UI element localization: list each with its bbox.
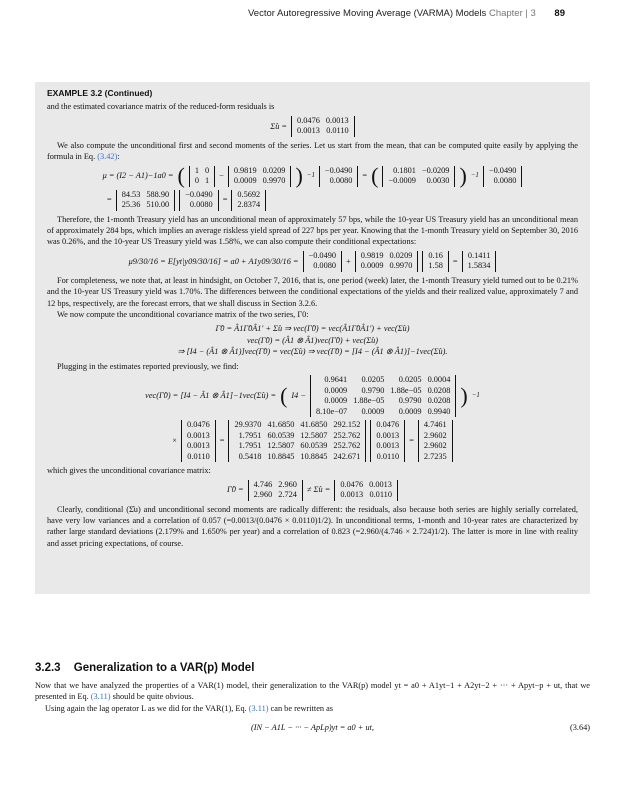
matrix-sigma-u-repeat: 0.0476 0.0013 0.0013 0.0110 bbox=[334, 480, 398, 501]
matrix-kronecker: 0.9641 0.0205 0.0205 0.0004 0.0009 0.9790 1.88e−05 0.0208 0.0009 1.88e−05 0.9790 0.0208 8.10e−07 0.0009 0.0009 0.9940 bbox=[310, 375, 456, 417]
vector-a0-repeat: −0.0490 0.0080 bbox=[483, 166, 523, 187]
matrix-a1: 0.9819 0.0209 0.0009 0.9970 bbox=[228, 166, 292, 187]
section-heading bbox=[35, 662, 254, 674]
equation-link[interactable]: (3.11) bbox=[248, 703, 269, 713]
page-number: 89 bbox=[554, 8, 565, 19]
vector-conditional-mean: 0.1411 1.5834 bbox=[462, 251, 497, 272]
equation-gamma0: Γ̂0 = 4.746 2.960 2.960 2.724 ≠ Σ̂u = 0.0476 0.0013 0.0013 0.0110 bbox=[47, 480, 578, 501]
matrix-inverse-4x4: 29.9370 41.6850 41.6850 292.152 1.7951 60.0539 12.5807 252.762 1.7951 12.5807 60.0539 252.762 0.5418 10.8845 10.8845 242.671 bbox=[228, 420, 366, 462]
equation-mu: μ = (I2 − A1)−1a0 = ( 1 0 0 1 − 0.9819 0.0209 0.0009 0.9970 ) −1 −0.0490 0.0080 = ( 0.1801 −0.0209 −0.0009 0.0030 ) −1 −0.0490 0.0080 bbox=[47, 166, 578, 187]
example-paragraph: We now compute the unconditional covariance matrix of the two series, Γ0: bbox=[57, 310, 309, 320]
matrix-identity: 1 0 0 1 bbox=[189, 166, 215, 187]
example-paragraph: and the estimated covariance matrix of the reduced-form residuals is bbox=[47, 102, 275, 112]
matrix-gamma0: 4.746 2.960 2.960 2.724 bbox=[248, 480, 303, 501]
matrix-a1-cond: 0.9819 0.0209 0.0009 0.9970 bbox=[355, 251, 419, 272]
equation-mu-result: = 84.53 588.90 25.36 510.00 −0.0490 0.0080 = 0.5692 2.8374 bbox=[47, 190, 578, 211]
vector-mu: 0.5692 2.8374 bbox=[231, 190, 266, 211]
equation-number: (3.64) bbox=[569, 723, 590, 733]
example-title: EXAMPLE 3.2 (Continued) bbox=[47, 88, 153, 98]
equation-gamma-derivation: Γ̂0 = Â1Γ̂0Â1′ + Σ̂u ⇒ vec(Γ̂0) = vec(Â1Γ̂0Â1′) + vec(Σ̂u) vec(Γ̂0) = (Â1 ⊗ Â1)vec(Γ̂0) + vec(Σ̂u) ⇒ [I4 − (Â1 ⊗ Â1)]vec(Γ̂0) = vec(Σ̂u) ⇒ vec(Γ̂0) = [I4 − (Â1 ⊗ Â1)]−1vec(Σ̂u). bbox=[177, 324, 448, 357]
example-paragraph: Therefore, the 1-month Treasury yield has an unconditional mean of approximately 57 bps, while the 10-year US Treasury yield has an unconditional mean of approximately 284 bps, which implies an average riskless yield spread of 227 bps per year. Knowing that the 1-month Treasury yield on September 30, 2016 was 0.26%, and the 10-year US Treasury yield was 1.58%, we can also compute their conditional expectations: bbox=[47, 214, 578, 247]
body-paragraph: Using again the lag operator L as we did for the VAR(1), Eq. (3.11) can be rewritten as bbox=[45, 703, 334, 713]
running-header bbox=[248, 8, 565, 19]
header-chapter: Chapter | 3 bbox=[488, 8, 536, 19]
example-paragraph: which gives the unconditional covariance matrix: bbox=[47, 466, 211, 476]
example-paragraph: Plugging in the estimates reported previously, we find: bbox=[57, 361, 239, 371]
vector-vec-gamma: 4.7461 2.9602 2.9602 2.7235 bbox=[418, 420, 453, 462]
vector-a0-cond: −0.0490 0.0080 bbox=[303, 251, 343, 272]
equation-sigma-u: Σ̂u = 0.0476 0.0013 0.0013 0.0110 bbox=[47, 116, 578, 137]
example-paragraph: For completeness, we note that, at least in hindsight, on October 7, 2016, that is, one period (week) later, the 1-month Treasury yield turned out to be 0.21% and the 10-year US Treasury yield was 1.70%. The differences between the conditional expectations of the yields and their realized value, approximately 7 and 12 bps, respectively, are the forecast errors, that we shall discuss in Section 3.2.6. bbox=[47, 275, 578, 308]
example-paragraph: We also compute the unconditional first and second moments of the series. Let us start from the mean, that can be computed quite easily by applying the formula in Eq. (3.42): bbox=[47, 140, 578, 162]
section-title: Generalization to a VAR(p) Model bbox=[73, 662, 255, 674]
equation-vec-gamma: vec(Γ̂0) = [I4 − Â1 ⊗ Â1]−1vec(Σ̂u) = ( I4 − 0.9641 0.0205 0.0205 0.0004 0.0009 0.9790 1.88e−05 0.0208 0.0009 1.88e−05 0.9790 0.0208 8.10e−07 0.0009 0.0009 0.9940 ) −1 bbox=[145, 375, 480, 416]
example-paragraph: Clearly, conditional (Σ̂u) and unconditional second moments are radically different: the residuals, also because both series are highly serially correlated, have very low variances and a correlation of 0.057 (=0.0013/(0.0476 × 0.0110)1/2). In unconditional terms, 1-month and 10-year rates are characterized by rather large standard deviations (2.179% and 1.650% per year) and a correlation of 0.823 (=2.960/(4.746 × 2.724)1/2). The latter is more in line with reality and asset pricing expectations, of course. bbox=[47, 504, 578, 548]
equation-link[interactable]: (3.11) bbox=[90, 692, 111, 702]
vector-a0-repeat2: −0.0490 0.0080 bbox=[179, 190, 219, 211]
example-box bbox=[35, 82, 590, 594]
equation-vec-gamma-result: × 0.0476 0.0013 0.0013 0.0110 = 29.9370 41.6850 41.6850 292.152 1.7951 60.0539 12.5807 252.762 1.7951 12.5807 60.0539 252.762 0.5418 10.8845 10.8845 242.671 0.0476 0.0013 0.0013 0.0110 = 4.7461 2.9602 2.9602 2.7235 bbox=[47, 420, 578, 462]
section-body bbox=[35, 680, 590, 734]
vector-y-observed: 0.16 1.58 bbox=[422, 251, 449, 272]
vector-a0: −0.0490 0.0080 bbox=[319, 166, 359, 187]
matrix-inverse: 84.53 588.90 25.36 510.00 bbox=[116, 190, 176, 211]
vector-vec-sigma-repeat: 0.0476 0.0013 0.0013 0.0110 bbox=[370, 420, 405, 462]
equation-var-p: (IN − A1L − ··· − ApLp)yt = a0 + ut, (3.64) bbox=[251, 723, 590, 733]
body-paragraph: Now that we have analyzed the properties of a VAR(1) model, their generalization to the VAR(p) model yt = a0 + A1yt−1 + A2yt−2 + ··· + Apyt−p + ut, that we presented in Eq. (3.11) should be quite obvious. bbox=[35, 681, 590, 702]
equation-conditional-mean: μ9/30/16 = E[yt|y09/30/16] = a0 + A1y09/30/16 = −0.0490 0.0080 + 0.9819 0.0209 0.0009 0.9970 0.16 1.58 = 0.1411 1.5834 bbox=[47, 251, 578, 272]
header-title: Vector Autoregressive Moving Average (VARMA) Models bbox=[248, 8, 487, 19]
vector-vec-sigma: 0.0476 0.0013 0.0013 0.0110 bbox=[181, 420, 216, 462]
equation-link[interactable]: (3.42) bbox=[97, 152, 118, 162]
matrix-sigma-u: 0.0476 0.0013 0.0013 0.0110 bbox=[291, 116, 355, 137]
section-number: 3.2.3 bbox=[35, 662, 61, 674]
matrix-difference: 0.1801 −0.0209 −0.0009 0.0030 bbox=[382, 166, 455, 187]
